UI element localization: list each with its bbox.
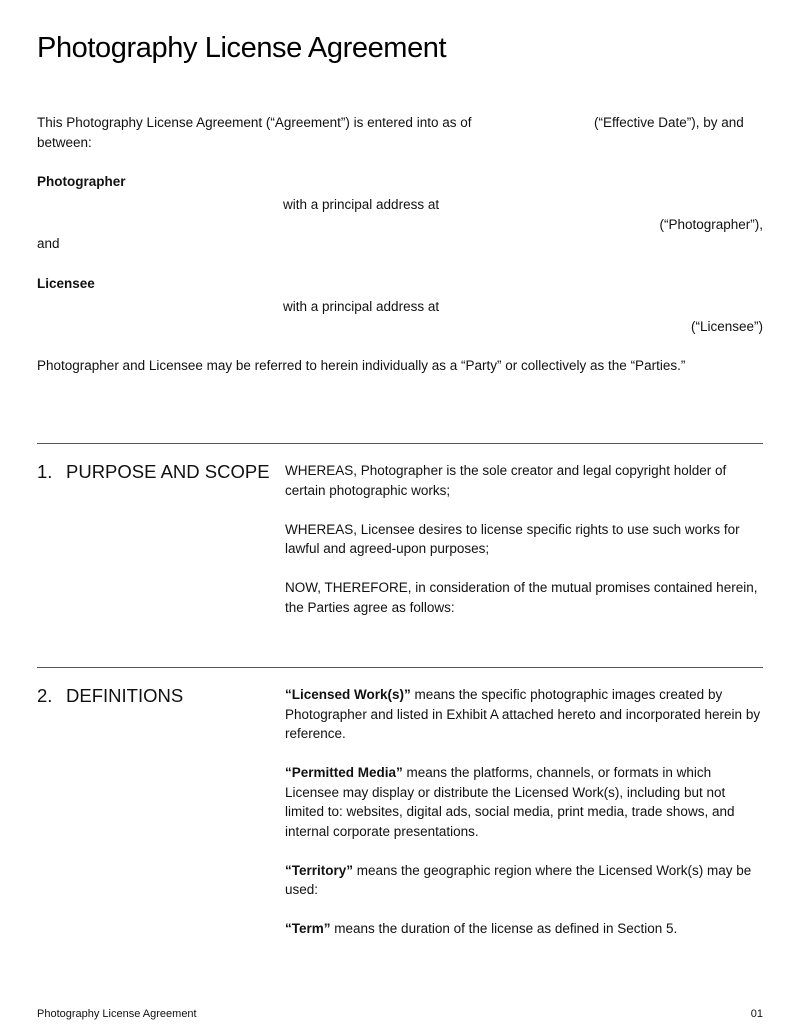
definition-text: means the platforms, channels, or formats in which Licensee may display or distribute the Licensed Work(s), including but not limited to: websites, digital ads, social media, print media, trade shows, and internal corporate presentations. [285,765,735,839]
section-paragraph: WHEREAS, Photographer is the sole creator and legal copyright holder of certain photographic works; [285,463,727,498]
definition-item [285,861,765,900]
definition-item [285,763,765,841]
section-paragraph: WHEREAS, Licensee desires to license specific rights to use such works for lawful and agreed-upon purposes; [285,521,740,556]
footer-document-title: Photography License Agreement [37,1008,197,1020]
photographer-address-text: with a principal address at [283,197,440,212]
definitions-body [285,685,765,958]
intro-line-1: This Photography License Agreement (“Agreement”) is entered into as of [37,115,472,130]
licensee-address-text: with a principal address at [283,299,440,314]
definition-term: “Term” [285,921,331,936]
section-body [285,461,765,637]
section-title: DEFINITIONS [66,685,184,706]
parties-note: Photographer and Licensee may be referred to herein individually as a “Party” or collectively as the “Parties.” [37,358,686,373]
photographer-label: Photographer [37,174,126,189]
section-number: 2. [37,685,53,706]
intro-line-2: between: [37,134,92,150]
definition-term: “Permitted Media” [285,765,403,780]
and-connector: and [37,236,60,251]
definition-item [285,919,765,939]
section-paragraph: NOW, THEREFORE, in consideration of the mutual promises contained herein, the Parties agree as follows: [285,580,758,615]
intro-paragraph [37,113,763,152]
section-number: 1. [37,461,53,482]
section-divider [37,667,763,668]
photographer-role: (“Photographer”), [659,217,763,232]
page-number: 01 [750,1008,763,1020]
definition-term: “Licensed Work(s)” [285,687,411,702]
definition-text: means the geographic region where the Licensed Work(s) may be used: [285,862,752,897]
page-title: Photography License Agreement [37,32,447,64]
definition-item [285,685,765,744]
definition-text: means the specific photographic images created by Photographer and listed in Exhibit A attached hereto and incorporated herein by reference. [285,687,761,741]
definition-text: means the duration of the license as defined in Section 5. [330,921,678,936]
section-title: PURPOSE AND SCOPE [66,461,270,482]
licensee-role: (“Licensee”) [690,319,763,334]
intro-effective-date: (“Effective Date”), by and [594,115,744,130]
definition-term: “Territory” [285,862,354,878]
licensee-label: Licensee [37,276,95,291]
section-divider [37,443,763,444]
